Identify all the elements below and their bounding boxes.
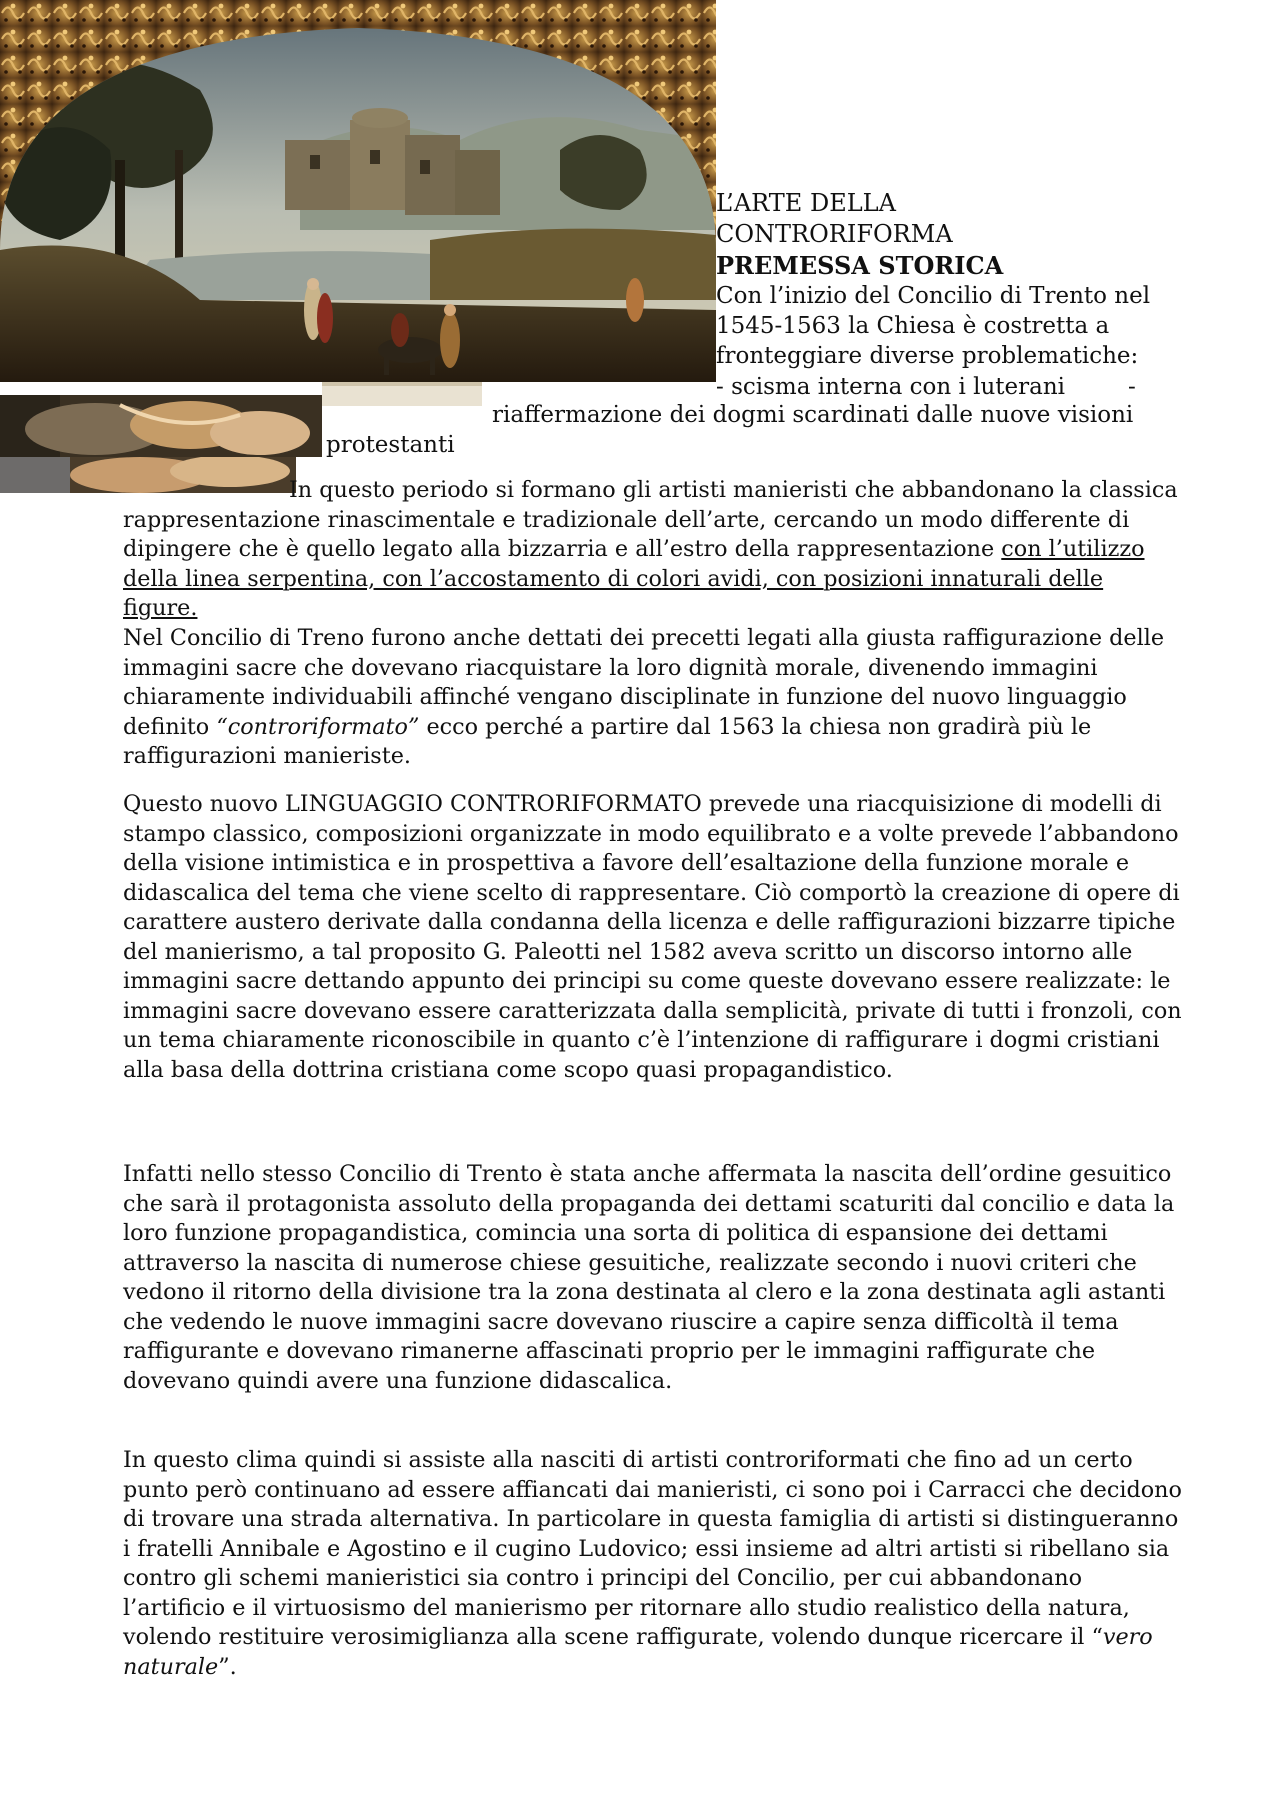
paragraph-5 [123, 1446, 1183, 1682]
intro-line-4-dash: - [1128, 374, 1136, 400]
paragraph-5-text: In questo clima quindi si assiste alla nasciti di artisti controriformati che fino ad un certo punto però continuano ad essere affiancati dai manieristi, ci sono poi i Carracci che decidono di trovare una strada alternativa. In particolare in questa famiglia di artisti si distingueranno i fratelli Annibale e Agostino e il cugino Ludovico; essi insieme ad altri artisti si ribellano sia contro gli schemi manieristici sia contro i principi del Concilio, per cui abbandonano l’artificio e il virtuosismo del manierismo per ritornare allo studio realistico della natura, volendo restituire verosimiglianza alla scene raffigurate, volendo dunque ricercare il “ [123, 1447, 1182, 1650]
paragraph-3: Questo nuovo LINGUAGGIO CONTRORIFORMATO prevede una riacquisizione di modelli di stampo classico, composizioni organizzate in modo equilibrato e a volte prevede l’abbandono della visione intimistica e in prospettiva a favore dell’esaltazione della funzione morale e didascalica del tema che viene scelto di rappresentare. Ciò comportò la creazione di opere di carattere austero derivate dalla condanna della licenza e delle raffigurazioni bizzarre tipiche del manierismo, a tal proposito G. Paleotti nel 1582 aveva scritto un discorso intorno alle immagini sacre dettando appunto dei principi su come queste dovevano essere realizzate: le immagini sacre dovevano essere caratterizzata dalla semplicità, private di tutti i fronzoli, con un tema chiaramente riconoscibile in quanto c’è l’intenzione di raffigurare i dogmi cristiani alla basa della dottrina cristiana come scopo quasi propagandistico. [123, 791, 1182, 1083]
paragraph-2-text: Nel Concilio di Treno furono anche dettati dei precetti legati alla giusta raffigurazione delle immagini sacre che dovevano riacquistare la loro dignità morale, divenendo immagini chiaramente individuabili affinché vengano disciplinate in funzione del nuovo linguaggio definito [123, 625, 1165, 740]
painting-image [0, 0, 716, 382]
intro-line-4: - scisma interna con i luterani [716, 374, 1066, 400]
paragraph-2-text-end: ecco perché a partire dal 1563 la chiesa non gradirà più le raffigurazioni manieriste. [123, 713, 1092, 769]
intro-line-1: Con l’inizio del Concilio di Trento nel [716, 283, 1151, 309]
page-title-line-2: CONTRORIFORMA [716, 220, 953, 248]
paragraph-5-text-end: ”. [218, 1653, 237, 1680]
painting-fragment [0, 395, 322, 457]
paragraph-2-italic: “controriformato” [216, 713, 420, 740]
paragraph-2 [123, 624, 1183, 772]
painting-fragment-2 [322, 382, 482, 406]
intro-line-5: riaffermazione dei dogmi scardinati dalle nuove visioni [492, 402, 1134, 428]
paragraph-4: Infatti nello stesso Concilio di Trento è stata anche affermata la nascita dell’ordine gesuitico che sarà il protagonista assoluto della propaganda dei dettami scaturiti dal concilio e data la loro funzione propagandistica, comincia una sorta di politica di espansione dei dettami attraverso la nascita di numerose chiese gesuitiche, realizzate secondo i nuovi criteri che vedono il ritorno della divisione tra la zona destinata al clero e la zona destinata agli astanti che vedendo le nuove immagini sacre dovevano riuscire a capire senza difficoltà il tema raffigurante e dovevano rimanerne affascinati proprio per le immagini raffigurate che dovevano quindi avere una funzione didascalica. [123, 1161, 1175, 1394]
intro-line-3: fronteggiare diverse problematiche: [716, 343, 1139, 369]
page-title-line-1: L’ARTE DELLA [716, 189, 896, 217]
paragraph-1-text: In questo periodo si formano gli artisti manieristi che abbandonano la classica rappresentazione rinascimentale e tradizionale dell’arte, cercando un modo differente di dipingere che è quello legato alla bizzarria e all’estro della rappresentazione [123, 477, 1178, 562]
intro-line-2: 1545-1563 la Chiesa è costretta a [716, 313, 1110, 339]
paragraph-1 [123, 476, 1183, 624]
intro-line-6: protestanti [326, 432, 455, 458]
section-heading: PREMESSA STORICA [716, 251, 1004, 280]
paragraph-5-italic: vero naturale [123, 1624, 1153, 1680]
paragraph-1-underlined: con l’utilizzo della linea serpentina, con l’accostamento di colori avidi, con posizioni innaturali delle figure. [123, 536, 1145, 621]
